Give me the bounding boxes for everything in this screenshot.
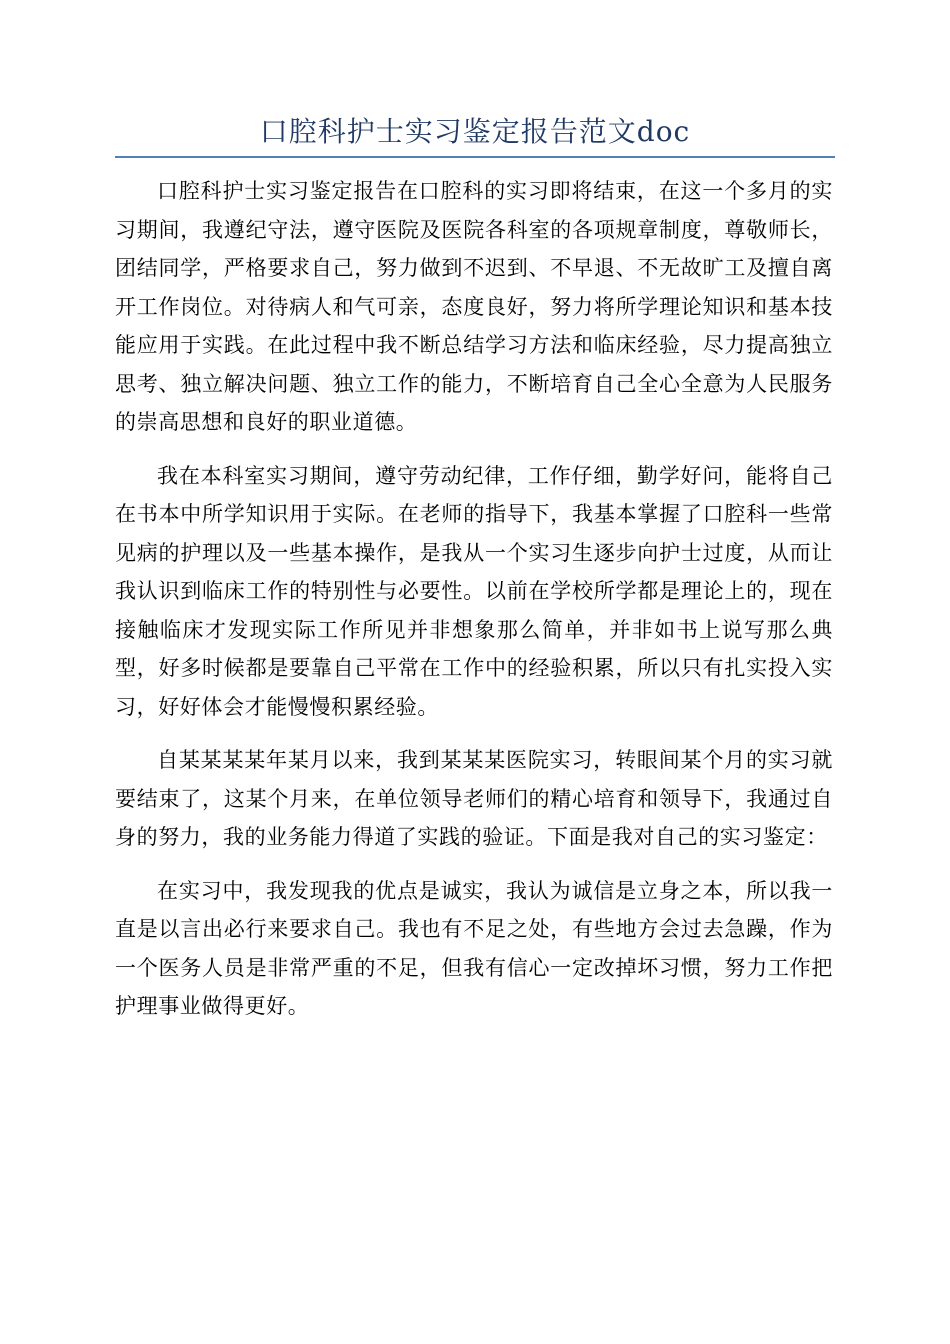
paragraph-2: 我在本科室实习期间，遵守劳动纪律，工作仔细，勤学好问，能将自己在书本中所学知识用于实际。在老师的指导下，我基本掌握了口腔科一些常见病的护理以及一些基本操作，是我从一个实习生逐步向护士过度，从而让我认识到临床工作的特别性与必要性。以前在学校所学都是理论上的，现在接触临床才发现实际工作所见并非想象那么简单，并非如书上说写那么典型，好多时候都是要靠自己平常在工作中的经验积累，所以只有扎实投入实习，好好体会才能慢慢积累经验。 [115, 463, 833, 719]
document-title: 口腔科护士实习鉴定报告范文doc [259, 115, 691, 148]
document-body [115, 172, 833, 1041]
paragraph-1: 口腔科护士实习鉴定报告在口腔科的实习即将结束，在这一个多月的实习期间，我遵纪守法，遵守医院及医院各科室的各项规章制度，尊敬师长，团结同学，严格要求自己，努力做到不迟到、不早退、不无故旷工及擅自离开工作岗位。对待病人和气可亲，态度良好，努力将所学理论知识和基本技能应用于实践。在此过程中我不断总结学习方法和临床经验，尽力提高独立思考、独立解决问题、独立工作的能力，不断培育自己全心全意为人民服务的崇高思想和良好的职业道德。 [115, 179, 833, 434]
title-block [115, 112, 835, 158]
paragraph-4: 在实习中，我发现我的优点是诚实，我认为诚信是立身之本，所以我一直是以言出必行来要求自己。我也有不足之处，有些地方会过去急躁，作为一个医务人员是非常严重的不足，但我有信心一定改掉坏习惯，努力工作把护理事业做得更好。 [115, 878, 833, 1018]
paragraph-3: 自某某某某年某月以来，我到某某某医院实习，转眼间某个月的实习就要结束了，这某个月来，在单位领导老师们的精心培育和领导下，我通过自身的努力，我的业务能力得道了实践的验证。下面是我对自己的实习鉴定： [115, 748, 833, 849]
